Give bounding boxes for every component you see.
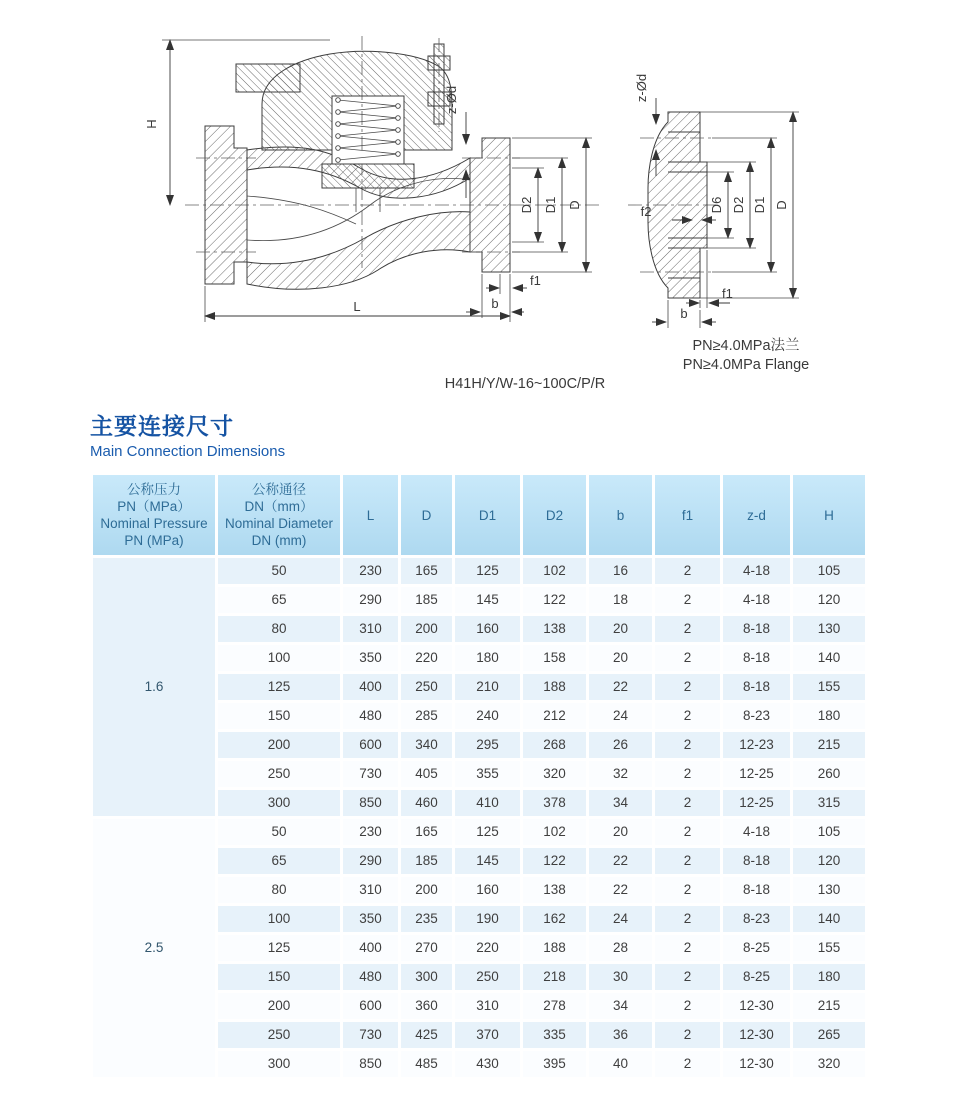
- table-cell: 240: [455, 703, 520, 729]
- table-cell: 215: [793, 993, 865, 1019]
- table-cell: 310: [455, 993, 520, 1019]
- table-cell: 12-25: [723, 790, 790, 816]
- drawing-area: [0, 0, 960, 402]
- body-lower-wall: [247, 212, 470, 290]
- table-cell: 8-25: [723, 935, 790, 961]
- table-cell: 162: [523, 906, 586, 932]
- flange-cross-section: [628, 74, 809, 373]
- table-cell: 36: [589, 1022, 652, 1048]
- table-cell: 145: [455, 848, 520, 874]
- table-cell: 850: [343, 790, 398, 816]
- table-cell: 260: [793, 761, 865, 787]
- header-dim-D2: D2: [523, 475, 586, 555]
- table-cell: 2: [655, 819, 720, 845]
- table-cell: 2: [655, 616, 720, 642]
- table-cell: 80: [218, 877, 340, 903]
- table-cell: 310: [343, 877, 398, 903]
- table-cell: 850: [343, 1051, 398, 1077]
- table-cell: 290: [343, 587, 398, 613]
- header-diameter-line: DN（mm）: [244, 499, 314, 514]
- table-cell: 24: [589, 703, 652, 729]
- table-cell: 2: [655, 674, 720, 700]
- table-cell: 100: [218, 906, 340, 932]
- table-cell: 40: [589, 1051, 652, 1077]
- table-cell: 180: [793, 703, 865, 729]
- table-cell: 22: [589, 674, 652, 700]
- table-cell: 188: [523, 674, 586, 700]
- dim-label-D2: D2: [519, 196, 534, 214]
- table-cell: 350: [343, 906, 398, 932]
- table-cell: 395: [523, 1051, 586, 1077]
- table-cell: 188: [523, 935, 586, 961]
- table-cell: 22: [589, 848, 652, 874]
- table-cell: 165: [401, 819, 452, 845]
- table-cell: 400: [343, 935, 398, 961]
- table-cell: 105: [793, 819, 865, 845]
- table-cell: 480: [343, 964, 398, 990]
- dimensions-table: [90, 472, 868, 1080]
- table-cell: 480: [343, 703, 398, 729]
- table-cell: 320: [523, 761, 586, 787]
- table-cell: 460: [401, 790, 452, 816]
- section-title-en: Main Connection Dimensions: [90, 443, 286, 460]
- table-cell: 125: [218, 674, 340, 700]
- table-cell: 425: [401, 1022, 452, 1048]
- table-cell: 2: [655, 935, 720, 961]
- header-diameter-line: DN (mm): [251, 533, 307, 548]
- dim-label-zd: z-Ød: [444, 85, 459, 115]
- table-cell: 50: [218, 558, 340, 584]
- table-cell: 315: [793, 790, 865, 816]
- table-cell: 355: [455, 761, 520, 787]
- table-cell: 2: [655, 964, 720, 990]
- table-cell: 34: [589, 993, 652, 1019]
- header-diameter: [218, 475, 340, 555]
- table-cell: 2: [655, 703, 720, 729]
- table-cell: 2: [655, 993, 720, 1019]
- pressure-group-cell: 1.6: [93, 558, 215, 816]
- technical-drawing: [0, 0, 960, 402]
- table-cell: 2: [655, 558, 720, 584]
- table-cell: 160: [455, 616, 520, 642]
- pressure-group-cell: 2.5: [93, 819, 215, 1077]
- table-cell: 12-30: [723, 993, 790, 1019]
- dim-label-D: D: [567, 200, 582, 210]
- table-cell: 20: [589, 645, 652, 671]
- table-cell: 160: [455, 877, 520, 903]
- table-cell: 268: [523, 732, 586, 758]
- table-cell: 50: [218, 819, 340, 845]
- table-cell: 26: [589, 732, 652, 758]
- table-cell: 730: [343, 761, 398, 787]
- table-cell: 2: [655, 587, 720, 613]
- table-cell: 250: [218, 761, 340, 787]
- table-cell: 155: [793, 935, 865, 961]
- table-cell: 155: [793, 674, 865, 700]
- table-cell: 4-18: [723, 558, 790, 584]
- header-dim-L: L: [343, 475, 398, 555]
- header-dim-H: H: [793, 475, 865, 555]
- table-cell: 250: [455, 964, 520, 990]
- table-cell: 102: [523, 558, 586, 584]
- table-cell: 8-23: [723, 906, 790, 932]
- table-cell: 12-30: [723, 1022, 790, 1048]
- table-cell: 120: [793, 848, 865, 874]
- table-cell: 22: [589, 877, 652, 903]
- table-cell: 150: [218, 703, 340, 729]
- table-cell: 340: [401, 732, 452, 758]
- table-cell: 230: [343, 819, 398, 845]
- table-cell: 2: [655, 732, 720, 758]
- main-content: [90, 408, 870, 1080]
- table-cell: 65: [218, 587, 340, 613]
- table-cell: 212: [523, 703, 586, 729]
- table-cell: 30: [589, 964, 652, 990]
- table-cell: 28: [589, 935, 652, 961]
- table-cell: 2: [655, 848, 720, 874]
- table-cell: 2: [655, 877, 720, 903]
- table-cell: 220: [455, 935, 520, 961]
- table-cell: 4-18: [723, 819, 790, 845]
- table-cell: 360: [401, 993, 452, 1019]
- header-dim-D1: D1: [455, 475, 520, 555]
- dim-label-f1-right: f1: [722, 286, 733, 301]
- header-dim-b: b: [589, 475, 652, 555]
- table-cell: 12-25: [723, 761, 790, 787]
- dim-label-D1-right: D1: [752, 196, 767, 214]
- table-cell: 185: [401, 587, 452, 613]
- table-cell: 2: [655, 1022, 720, 1048]
- dim-label-D-right: D: [774, 200, 789, 210]
- flange-caption-en: PN≥4.0MPa Flange: [682, 357, 810, 373]
- table-cell: 300: [218, 1051, 340, 1077]
- valve-disc: [322, 164, 414, 188]
- left-flange: [205, 126, 247, 284]
- table-cell: 8-23: [723, 703, 790, 729]
- table-cell: 190: [455, 906, 520, 932]
- dim-label-D2-right: D2: [731, 196, 746, 214]
- table-cell: 100: [218, 645, 340, 671]
- table-cell: 250: [218, 1022, 340, 1048]
- table-cell: 138: [523, 616, 586, 642]
- table-cell: 140: [793, 645, 865, 671]
- table-cell: 265: [793, 1022, 865, 1048]
- table-cell: 215: [793, 732, 865, 758]
- table-cell: 235: [401, 906, 452, 932]
- table-cell: 350: [343, 645, 398, 671]
- table-cell: 20: [589, 616, 652, 642]
- table-cell: 8-18: [723, 848, 790, 874]
- header-dim-zd: z-d: [723, 475, 790, 555]
- table-cell: 32: [589, 761, 652, 787]
- table-cell: 125: [455, 558, 520, 584]
- table-cell: 320: [793, 1051, 865, 1077]
- table-cell: 600: [343, 993, 398, 1019]
- table-cell: 130: [793, 616, 865, 642]
- table-cell: 122: [523, 587, 586, 613]
- table-cell: 105: [793, 558, 865, 584]
- table-cell: 378: [523, 790, 586, 816]
- table-cell: 158: [523, 645, 586, 671]
- table-cell: 140: [793, 906, 865, 932]
- table-cell: 102: [523, 819, 586, 845]
- flow-passage-curve2: [247, 196, 356, 224]
- table-cell: 8-18: [723, 877, 790, 903]
- table-cell: 200: [401, 877, 452, 903]
- table-cell: 370: [455, 1022, 520, 1048]
- table-cell: 150: [218, 964, 340, 990]
- table-cell: 130: [793, 877, 865, 903]
- table-cell: 12-30: [723, 1051, 790, 1077]
- table-cell: 65: [218, 848, 340, 874]
- header-pressure-line: Nominal Pressure: [100, 516, 208, 531]
- table-row: [93, 558, 865, 584]
- table-cell: 165: [401, 558, 452, 584]
- table-cell: 200: [218, 732, 340, 758]
- table-cell: 2: [655, 761, 720, 787]
- table-cell: 400: [343, 674, 398, 700]
- table-cell: 410: [455, 790, 520, 816]
- table-cell: 250: [401, 674, 452, 700]
- table-cell: 2: [655, 1051, 720, 1077]
- table-cell: 125: [455, 819, 520, 845]
- table-cell: 122: [523, 848, 586, 874]
- table-cell: 34: [589, 790, 652, 816]
- table-cell: 210: [455, 674, 520, 700]
- table-cell: 16: [589, 558, 652, 584]
- table-cell: 180: [455, 645, 520, 671]
- flange-body: [648, 112, 707, 298]
- header-dim-D: D: [401, 475, 452, 555]
- table-cell: 430: [455, 1051, 520, 1077]
- table-cell: 230: [343, 558, 398, 584]
- table-cell: 4-18: [723, 587, 790, 613]
- header-pressure-line: PN (MPa): [124, 533, 184, 548]
- table-cell: 2: [655, 645, 720, 671]
- table-cell: 8-18: [723, 645, 790, 671]
- table-cell: 600: [343, 732, 398, 758]
- table-cell: 310: [343, 616, 398, 642]
- table-cell: 120: [793, 587, 865, 613]
- table-cell: 20: [589, 819, 652, 845]
- table-row: [93, 819, 865, 845]
- table-cell: 2: [655, 790, 720, 816]
- table-cell: 185: [401, 848, 452, 874]
- dim-label-D6: D6: [709, 196, 724, 214]
- dim-label-f2: f2: [640, 204, 652, 219]
- table-cell: 300: [218, 790, 340, 816]
- bonnet: [262, 51, 452, 150]
- table-body: [93, 558, 865, 1077]
- table-cell: 18: [589, 587, 652, 613]
- section-title-cn: 主要连接尺寸: [90, 413, 234, 439]
- table-cell: 138: [523, 877, 586, 903]
- table-cell: 180: [793, 964, 865, 990]
- table-cell: 220: [401, 645, 452, 671]
- table-cell: 8-18: [723, 674, 790, 700]
- table-cell: 295: [455, 732, 520, 758]
- header-diameter-line: 公称通径: [252, 482, 306, 497]
- header-pressure: [93, 475, 215, 555]
- dim-label-L: L: [353, 299, 361, 314]
- table-cell: 125: [218, 935, 340, 961]
- table-cell: 12-23: [723, 732, 790, 758]
- valve-model-caption: H41H/Y/W-16~100C/P/R: [444, 376, 606, 392]
- header-pressure-line: PN（MPa）: [117, 499, 191, 514]
- table-cell: 485: [401, 1051, 452, 1077]
- table-cell: 145: [455, 587, 520, 613]
- table-cell: 405: [401, 761, 452, 787]
- table-cell: 278: [523, 993, 586, 1019]
- header-pressure-line: 公称压力: [127, 482, 181, 497]
- valve-cross-section: [144, 36, 605, 392]
- table-cell: 200: [218, 993, 340, 1019]
- dim-label-D1: D1: [543, 196, 558, 214]
- header-dim-f1: f1: [655, 475, 720, 555]
- table-cell: 218: [523, 964, 586, 990]
- dim-label-H: H: [144, 119, 159, 129]
- table-cell: 2: [655, 906, 720, 932]
- table-cell: 730: [343, 1022, 398, 1048]
- table-cell: 80: [218, 616, 340, 642]
- flange-caption-cn: PN≥4.0MPa法兰: [692, 338, 800, 354]
- table-cell: 285: [401, 703, 452, 729]
- table-cell: 24: [589, 906, 652, 932]
- table-cell: 8-18: [723, 616, 790, 642]
- table-cell: 200: [401, 616, 452, 642]
- dim-label-b-right: b: [680, 306, 688, 321]
- table-cell: 8-25: [723, 964, 790, 990]
- table-cell: 290: [343, 848, 398, 874]
- table-cell: 300: [401, 964, 452, 990]
- dim-label-f1: f1: [530, 273, 541, 288]
- table-cell: 270: [401, 935, 452, 961]
- dim-label-b: b: [491, 296, 499, 311]
- dim-label-zd-right: z-Ød: [634, 73, 649, 103]
- table-cell: 335: [523, 1022, 586, 1048]
- header-diameter-line: Nominal Diameter: [224, 516, 334, 531]
